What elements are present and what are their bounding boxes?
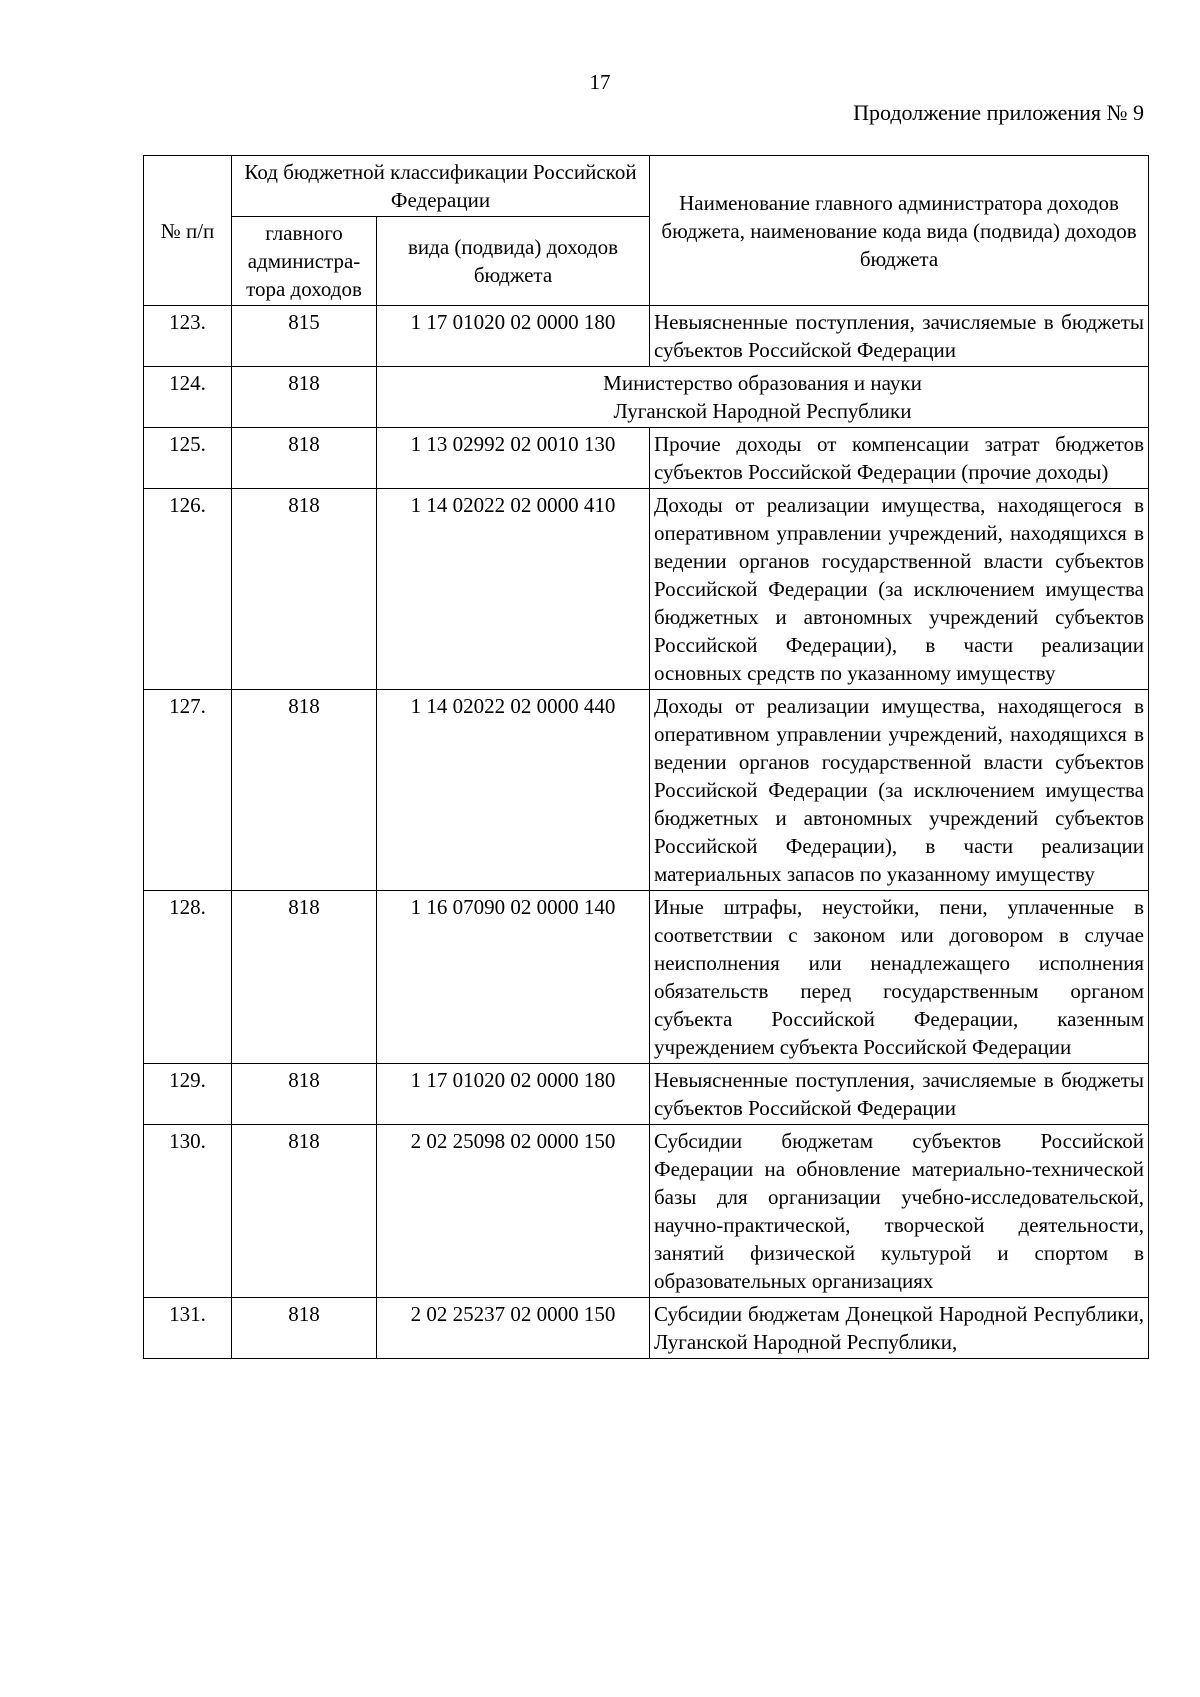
row-revenue-code: 1 17 01020 02 0000 180 — [377, 306, 650, 367]
row-number: 130. — [144, 1125, 232, 1298]
table-row — [144, 690, 1149, 891]
page-number: 17 — [589, 70, 611, 94]
row-admin-code: 818 — [232, 891, 377, 1064]
row-number: 125. — [144, 428, 232, 489]
row-revenue-code: 1 16 07090 02 0000 140 — [377, 891, 650, 1064]
row-number: 129. — [144, 1064, 232, 1125]
row-description: Прочие доходы от компенсации затрат бюджетов субъектов Российской Федерации (прочие доходы) — [650, 428, 1149, 489]
row-admin-code: 818 — [232, 367, 377, 428]
section-title-line-1: Министерство образования и науки — [603, 371, 922, 395]
table-row — [144, 489, 1149, 690]
header-code: вида (подвида) доходов бюджета — [377, 217, 650, 306]
row-description: Иные штрафы, неустойки, пени, уплаченные в соответствии с законом или договором в случае неисполнения или ненадлежащего исполнения обязательств перед государственным органом субъекта Российской Федерации, казенным учреждением субъекта Российской Федерации — [650, 891, 1149, 1064]
document-subtitle: Продолжение приложения № 9 — [853, 100, 1144, 125]
header-name: Наименование главного администратора доходов бюджета, наименование кода вида (подвида) доходов бюджета — [650, 156, 1149, 306]
revenue-codes-table — [143, 155, 1149, 1359]
row-admin-code: 818 — [232, 489, 377, 690]
table-row — [144, 1298, 1149, 1359]
row-description: Субсидии бюджетам субъектов Российской Федерации на обновление материально-технической базы для организации учебно-исследовательской, научно-практической, творческой деятельности, занятий физической культурой и спортом в образовательных организациях — [650, 1125, 1149, 1298]
row-number: 127. — [144, 690, 232, 891]
row-description: Субсидии бюджетам Донецкой Народной Республики, Луганской Народной Республики, — [650, 1298, 1149, 1359]
row-description: Невыясненные поступления, зачисляемые в бюджеты субъектов Российской Федерации — [650, 1064, 1149, 1125]
table-row — [144, 891, 1149, 1064]
row-description: Доходы от реализации имущества, находящегося в оперативном управлении учреждений, находящихся в ведении органов государственной власти субъектов Российской Федерации (за исключением имущества бюджетных и автономных учреждений субъектов Российской Федерации), в части реализации основных средств по указанному имуществу — [650, 489, 1149, 690]
section-title — [377, 367, 1149, 428]
table-row — [144, 1064, 1149, 1125]
row-admin-code: 818 — [232, 690, 377, 891]
row-number: 131. — [144, 1298, 232, 1359]
table-section-row — [144, 367, 1149, 428]
row-description: Невыясненные поступления, зачисляемые в бюджеты субъектов Российской Федерации — [650, 306, 1149, 367]
row-admin-code: 818 — [232, 1298, 377, 1359]
table-row — [144, 1125, 1149, 1298]
row-admin-code: 818 — [232, 1125, 377, 1298]
row-admin-code: 818 — [232, 428, 377, 489]
header-kbk-group: Код бюджетной классификации Российской Федерации — [232, 156, 650, 217]
row-number: 128. — [144, 891, 232, 1064]
row-revenue-code: 2 02 25237 02 0000 150 — [377, 1298, 650, 1359]
table-row — [144, 306, 1149, 367]
row-revenue-code: 1 14 02022 02 0000 410 — [377, 489, 650, 690]
row-admin-code: 815 — [232, 306, 377, 367]
header-admin: главного администра-тора доходов — [232, 217, 377, 306]
row-revenue-code: 2 02 25098 02 0000 150 — [377, 1125, 650, 1298]
row-revenue-code: 1 13 02992 02 0010 130 — [377, 428, 650, 489]
row-description: Доходы от реализации имущества, находящегося в оперативном управлении учреждений, находящихся в ведении органов государственной власти субъектов Российской Федерации (за исключением имущества бюджетных и автономных учреждений субъектов Российской Федерации), в части реализации материальных запасов по указанному имуществу — [650, 690, 1149, 891]
header-num: № п/п — [144, 156, 232, 306]
row-number: 124. — [144, 367, 232, 428]
section-title-line-2: Луганской Народной Республики — [613, 399, 912, 423]
row-admin-code: 818 — [232, 1064, 377, 1125]
table-row — [144, 428, 1149, 489]
row-number: 123. — [144, 306, 232, 367]
row-revenue-code: 1 17 01020 02 0000 180 — [377, 1064, 650, 1125]
row-number: 126. — [144, 489, 232, 690]
row-revenue-code: 1 14 02022 02 0000 440 — [377, 690, 650, 891]
